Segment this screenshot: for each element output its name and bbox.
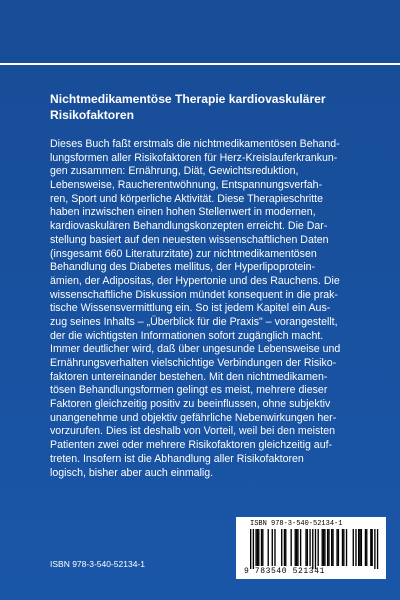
barcode-bar (377, 529, 378, 569)
barcode-bar (268, 529, 269, 566)
blurb-line: kardiovaskulären Behandlungskonzepten erreicht. Die Dar- (50, 220, 328, 233)
blurb-line: Immer deutlicher wird, daß über ungesunde Lebensweise und (50, 343, 341, 356)
barcode-bar (272, 529, 273, 566)
blurb-line: tische Wissensvermittlung ein. So ist jedem Kapitel ein Aus- (50, 302, 331, 315)
barcode-bar (328, 529, 329, 566)
barcode-bar (274, 529, 275, 566)
blurb-line: wissenschaftliche Diskussion mündet konsequent in die prak- (50, 288, 338, 301)
blurb-line: gen zusammen: Ernährung, Diät, Gewichtsreduktion, (50, 165, 299, 178)
barcode-bar (315, 529, 316, 569)
blurb-line: vorzurufen. Dies ist deshalb von Vorteil, weil bei den meisten (50, 425, 336, 438)
barcode-bar (296, 529, 297, 566)
book-title (50, 91, 370, 123)
barcode-bar (331, 529, 332, 566)
blurb-line: Faktoren gleichzeitig positiv zu beeinflussen, ohne subjektiv (50, 398, 331, 411)
barcode-bar (253, 529, 254, 569)
barcode-bar (332, 529, 333, 566)
blurb-line: Behandlung des Diabetes mellitus, der Hyperlipoprotein- (50, 261, 315, 274)
blurb-line: lungsformen aller Risikofaktoren für Herz-Kreislauferkrankun- (50, 151, 338, 164)
top-rule (0, 63, 400, 65)
barcode-bar (355, 529, 356, 566)
barcode-bar (257, 529, 258, 566)
blurb-line: Ernährungsverhalten vielschichtige Verbindungen der Risiko- (50, 357, 337, 369)
barcode-digits: 9 783540 521341 (244, 567, 326, 576)
blurb-line: Dieses Buch faßt erstmals die nichtmedikamentösen Behand- (50, 138, 340, 150)
barcode-bar (295, 529, 296, 566)
barcode-bar (318, 529, 319, 566)
barcode-bar (370, 529, 371, 566)
blurb-line: Lebensweise, Raucherentwöhnung, Entspannungsverfah- (50, 179, 323, 192)
barcode-bar (343, 529, 344, 566)
barcode-bar (285, 529, 286, 566)
blurb-line: faktoren untereinander bestehen. Mit den nichtmedikamen- (50, 370, 328, 383)
barcode-bar (346, 529, 347, 566)
barcode-bar (258, 529, 259, 566)
barcode-bar (327, 529, 328, 566)
blurb-line: ämien, der Adipositas, der Hypertonie und des Rauchens. Die (50, 274, 340, 287)
blurb-line: Patienten zwei oder mehrere Risikofaktoren gleichzeitig auf- (50, 439, 333, 452)
blurb-line: (insgesamt 660 Literaturzitate) zur nichtmedikamentösen (50, 247, 317, 260)
barcode-bar (323, 529, 324, 566)
barcode-bar (307, 529, 308, 566)
barcode-bar (361, 529, 362, 566)
barcode-bar (297, 529, 298, 566)
blurb-line: unangenehme und objektiv gefährliche Nebenwirkungen her- (50, 411, 337, 424)
barcode-bar (322, 529, 323, 566)
barcode-bar (291, 529, 292, 566)
blurb-line: zug seines Inhalts – „Überblick für die Praxis" – vorangestellt, (50, 315, 338, 328)
blurb-text (50, 138, 380, 480)
barcode-bar (342, 529, 343, 566)
barcode-bar (374, 529, 375, 569)
barcode-bar (372, 529, 373, 566)
barcode (236, 517, 386, 579)
blurb-line: tösen Behandlungsformen gelingt es meist, mehrere dieser (50, 384, 328, 397)
barcode-bar (255, 529, 256, 566)
barcode-bar (261, 529, 262, 566)
barcode-bar (358, 529, 359, 566)
barcode-caption: ISBN 978-3-540-52134-1 (250, 520, 343, 528)
barcode-bar (365, 529, 366, 566)
barcode-bar (281, 529, 282, 566)
barcode-bar (300, 529, 301, 566)
barcode-bar (262, 529, 263, 566)
barcode-bar (336, 529, 337, 566)
blurb-line: logisch, bisher aber auch einmalig. (50, 466, 214, 479)
barcode-bar (324, 529, 325, 566)
barcode-bar (250, 529, 251, 569)
barcode-bar (305, 529, 306, 566)
blurb-line: ren, Sport und körperliche Aktivität. Diese Therapieschritte (50, 192, 324, 205)
barcode-bar (366, 529, 367, 566)
title-line-1: Nichtmedikamentöse Therapie kardiovaskulärer (50, 92, 326, 106)
barcode-bar (284, 529, 285, 566)
barcode-bar (309, 529, 310, 566)
blurb-line: der die wichtigsten Informationen sofort zugänglich macht. (50, 329, 324, 342)
title-line-2: Risikofaktoren (50, 108, 135, 122)
barcode-bar (359, 529, 360, 566)
blurb-line: haben inzwischen einen hohen Stellenwert in modernen, (50, 206, 316, 219)
barcode-bar (312, 529, 313, 569)
blurb-line: treten. Insofern ist die Abhandlung aller Risikofaktoren (50, 452, 304, 465)
isbn-label: ISBN 978-3-540-52134-1 (50, 559, 145, 569)
barcode-bar (338, 529, 339, 566)
blurb-line: stellung basiert auf den neuesten wissenschaftlichen Daten (50, 233, 329, 246)
barcode-bar (353, 529, 354, 566)
